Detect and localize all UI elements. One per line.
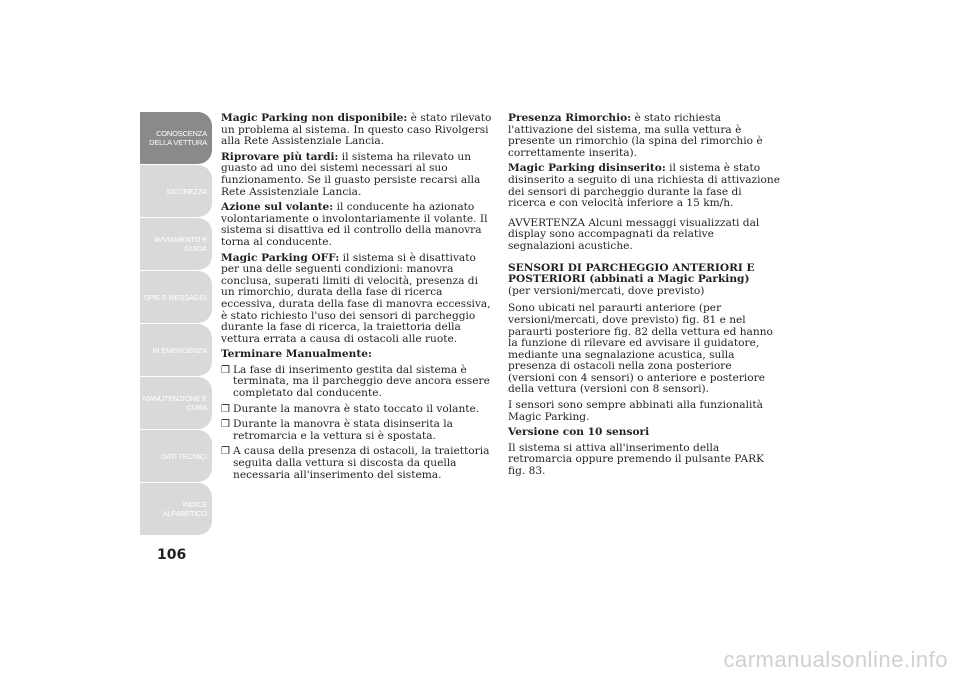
definition: il conducente ha azionato volontariamente o involontariamente il volante. Il sistema si disattiva ed il controllo della manovra torna al conducente. — [221, 201, 488, 248]
tab-spie-e-messaggi[interactable] — [140, 271, 212, 323]
tab-in-emergenza[interactable] — [140, 324, 212, 376]
list-item — [221, 446, 493, 481]
paragraph-sensori-ubicazione: Sono ubicati nel paraurti anteriore (per versioni/mercati, dove previsto) fig. 81 e nel paraurti posteriore fig. 82 della vettura ed hanno la funzione di rilevare ed avvisare il guidatore, mediante una segnalazione acustica, sulla presenza di ostacoli nella zona posteriore (versioni con 4 sensori) o anteriore e posteriore della vettura (versioni con 8 sensori). — [508, 302, 773, 396]
tab-conoscenza-della-vettura[interactable] — [140, 112, 212, 164]
definition: il sistema è stato disinserito a seguito di una richiesta di attivazione dei sensori di parcheggio durante la fase di ricerca e con velocità inferiore a 15 km/h. — [508, 162, 780, 210]
term: Presenza Rimorchio: — [508, 112, 632, 124]
paragraph-magic-parking-off — [221, 253, 493, 346]
tab-label: INDICE ALFABETICO — [162, 500, 207, 518]
tab-label: MANUTENZIONE E CURA — [142, 394, 207, 412]
list-item — [221, 404, 493, 416]
page-number: 106 — [157, 547, 187, 563]
section-note: (per versioni/mercati, dove previsto) — [508, 284, 705, 297]
tab-label: DATI TECNICI — [160, 451, 207, 461]
subheading-terminare-manualmente: Terminare Manualmente: — [221, 348, 372, 361]
term: Magic Parking OFF: — [221, 251, 340, 264]
tab-manutenzione-e-cura[interactable] — [140, 377, 212, 429]
tab-indice-alfabetico[interactable] — [140, 483, 212, 535]
checkbox-bullet-icon: ❒ — [221, 419, 230, 431]
definition: il sistema ha rilevato un guasto ad uno dei sistemi necessari al suo funzionamento. Se il guasto persiste recarsi alla Rete Assistenziale Lancia. — [221, 150, 481, 198]
definition: è stato rilevato un problema al sistema. In questo caso Rivolgersi alla Rete Assistenziale Lancia. — [221, 112, 492, 148]
checkbox-bullet-icon: ❒ — [221, 446, 230, 458]
list-item-text: La fase di inserimento gestita dal sistema è terminata, ma il parcheggio deve ancora essere completato dal conducente. — [233, 363, 490, 400]
tab-label: SPIE E MESSAGGI — [143, 292, 207, 302]
paragraph-azione-sul-volante — [221, 202, 493, 248]
term: Riprovare più tardi: — [221, 150, 339, 163]
term: Magic Parking disinserito: — [508, 162, 666, 175]
list-item-text: A causa della presenza di ostacoli, la traiettoria seguita dalla vettura si discosta da quella necessaria all'inserimento del sistema. — [233, 445, 490, 481]
paragraph-magic-parking-non-disponibile — [221, 113, 493, 148]
tab-label: SICUREZZA — [166, 186, 207, 196]
definition: il sistema si è disattivato per una delle seguenti condizioni: manovra conclusa, superati limiti di velocità, presenza di un rimorchio, durata della fase di ricerca eccessiva, durata della fase di manovra eccessiva, è stato richiesto l'uso dei sensori di parcheggio durante la fase di ricerca, la traiettoria della vettura errata a causa di ostacoli alle ruote. — [221, 251, 491, 345]
tab-avviamento-e-guida[interactable] — [140, 218, 212, 270]
subheading-versione-10-sensori: Versione con 10 sensori — [508, 426, 650, 439]
paragraph-attivazione: Il sistema si attiva all'inserimento della retromarcia oppure premendo il pulsante PARK fig. 83. — [508, 441, 765, 478]
watermark-url: carmanualsonline.info — [723, 647, 948, 672]
tab-label: AVVIAMENTO E GUIDA — [153, 235, 207, 253]
right-column — [508, 113, 780, 482]
term: Azione sul volante: — [221, 201, 334, 214]
tab-dati-tecnici[interactable] — [140, 430, 212, 482]
tab-label: CONOSCENZA DELLA VETTURA — [149, 129, 207, 147]
paragraph-riprovare-piu-tardi — [221, 152, 493, 198]
list-item-text: Durante la manovra è stato toccato il volante. — [233, 402, 480, 415]
paragraph-sensori-abbinati: I sensori sono sempre abbinati alla funzionalità Magic Parking. — [508, 399, 763, 423]
warning-note: AVVERTENZA Alcuni messaggi visualizzati dal display sono accompagnati da relative segnalazioni acustiche. — [508, 216, 760, 252]
checkbox-bullet-icon: ❒ — [221, 364, 230, 376]
tab-sicurezza[interactable] — [140, 165, 212, 217]
paragraph-presenza-rimorchio — [508, 113, 780, 159]
list-item — [221, 365, 493, 400]
checkbox-bullet-icon: ❒ — [221, 403, 230, 415]
definition: è stato richiesta l'attivazione del sistema, ma sulla vettura è presente un rimorchio (la spina del rimorchio è correttamente inserita). — [508, 112, 763, 159]
left-column — [221, 113, 493, 485]
list-item — [221, 419, 493, 442]
term: Magic Parking non disponibile: — [221, 112, 408, 124]
list-item-text: Durante la manovra è stata disinserita la retromarcia e la vettura si è spostata. — [233, 418, 453, 442]
tab-label: IN EMERGENZA — [152, 345, 207, 355]
section-heading: SENSORI DI PARCHEGGIO ANTERIORI E POSTERIORI (abbinati a Magic Parking) — [508, 261, 755, 286]
paragraph-magic-parking-disinserito — [508, 163, 780, 209]
